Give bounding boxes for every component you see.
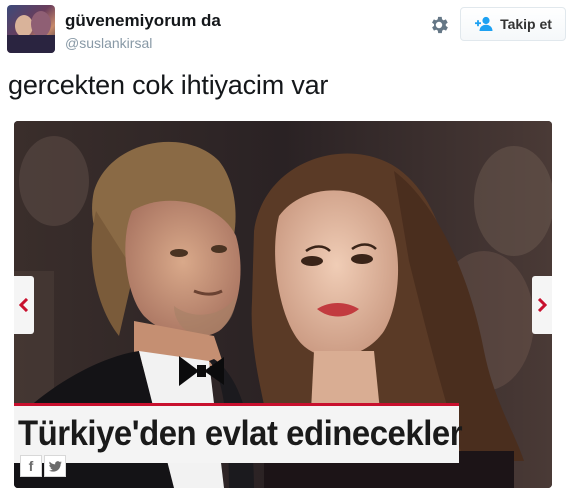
avatar[interactable]	[7, 5, 55, 53]
facebook-icon: f	[28, 458, 34, 474]
tweet-text: gercekten cok ihtiyacim var	[8, 70, 329, 100]
news-headline: Türkiye'den evlat edinecekler	[18, 414, 463, 453]
tweet-header	[0, 0, 572, 62]
chevron-left-icon	[19, 298, 29, 312]
twitter-icon	[49, 461, 62, 472]
add-user-icon	[474, 16, 494, 32]
chevron-right-icon	[537, 298, 547, 312]
next-slide-button[interactable]	[532, 276, 552, 334]
twitter-share-button[interactable]	[44, 455, 66, 477]
facebook-share-button[interactable]	[20, 455, 42, 477]
news-headline-box	[14, 403, 463, 463]
follow-button[interactable]	[460, 7, 566, 41]
share-buttons	[20, 455, 66, 477]
username[interactable]: @suslankirsal	[65, 35, 153, 51]
prev-slide-button[interactable]	[14, 276, 34, 334]
tweet-media[interactable]	[14, 121, 552, 488]
display-name[interactable]: güvenemiyorum da	[65, 11, 221, 30]
gear-icon[interactable]	[428, 14, 450, 36]
follow-button-label: Takip et	[500, 16, 552, 32]
avatar-detail	[31, 11, 51, 37]
avatar-detail	[7, 35, 55, 53]
